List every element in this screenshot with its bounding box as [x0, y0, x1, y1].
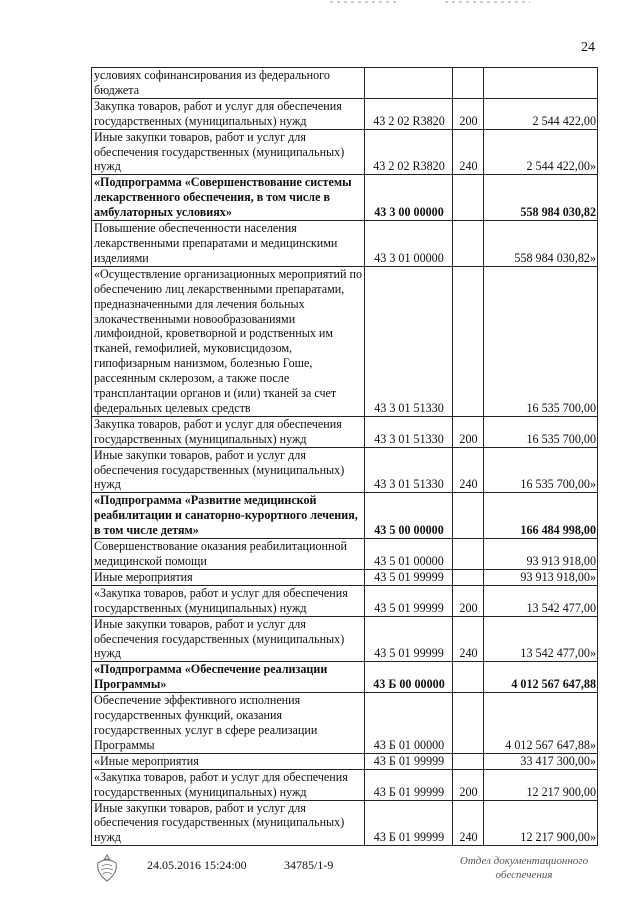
table-row	[92, 129, 598, 175]
cell-expense-type	[453, 68, 484, 99]
cell-name: «Подпрограмма «Совершенствование системы лекарственного обеспечения, в том числе в амбулаторных условиях»	[92, 175, 365, 221]
cell-expense-type: 200	[453, 769, 484, 800]
cell-amount: 558 984 030,82»	[484, 221, 598, 267]
cell-amount	[484, 68, 598, 99]
cell-code: 43 Б 00 00000	[365, 662, 453, 693]
table-row	[92, 693, 598, 754]
cell-expense-type: 200	[453, 98, 484, 129]
table-row	[92, 416, 598, 447]
cell-amount: 4 012 567 647,88»	[484, 693, 598, 754]
table-row	[92, 616, 598, 662]
table-row	[92, 800, 598, 846]
cell-code: 43 3 01 00000	[365, 221, 453, 267]
cell-expense-type	[453, 493, 484, 539]
cell-amount: 558 984 030,82	[484, 175, 598, 221]
cell-amount: 33 417 300,00»	[484, 753, 598, 769]
scan-edge-marks	[0, 0, 640, 6]
cell-amount: 166 484 998,00	[484, 493, 598, 539]
cell-code: 43 3 01 51330	[365, 416, 453, 447]
cell-amount: 16 535 700,00	[484, 266, 598, 416]
cell-expense-type	[453, 221, 484, 267]
cell-expense-type	[453, 753, 484, 769]
page-number: 24	[581, 40, 595, 55]
cell-amount: 12 217 900,00	[484, 769, 598, 800]
cell-code: 43 Б 01 99999	[365, 753, 453, 769]
cell-amount: 16 535 700,00»	[484, 447, 598, 493]
cell-name: «Закупка товаров, работ и услуг для обеспечения государственных (муниципальных) нужд	[92, 769, 365, 800]
table-row	[92, 753, 598, 769]
cell-amount: 93 913 918,00»	[484, 569, 598, 585]
table-row	[92, 585, 598, 616]
cell-name: Совершенствование оказания реабилитационной медицинской помощи	[92, 539, 365, 570]
cell-amount: 12 217 900,00»	[484, 800, 598, 846]
cell-code: 43 3 00 00000	[365, 175, 453, 221]
cell-amount: 2 544 422,00	[484, 98, 598, 129]
table-row	[92, 569, 598, 585]
cell-amount: 2 544 422,00»	[484, 129, 598, 175]
table-row	[92, 447, 598, 493]
cell-name: Повышение обеспеченности населения лекарственными препаратами и медицинскими изделиями	[92, 221, 365, 267]
cell-amount: 13 542 477,00»	[484, 616, 598, 662]
cell-code: 43 2 02 R3820	[365, 98, 453, 129]
table-row	[92, 266, 598, 416]
cell-expense-type: 240	[453, 447, 484, 493]
cell-expense-type	[453, 569, 484, 585]
cell-name: «Подпрограмма «Обеспечение реализации Программы»	[92, 662, 365, 693]
budget-table	[91, 67, 598, 846]
cell-code: 43 3 01 51330	[365, 447, 453, 493]
cell-expense-type	[453, 266, 484, 416]
table-row	[92, 539, 598, 570]
cell-expense-type: 240	[453, 616, 484, 662]
cell-name: Иные закупки товаров, работ и услуг для обеспечения государственных (муниципальных) нужд	[92, 129, 365, 175]
cell-expense-type	[453, 539, 484, 570]
cell-code: 43 5 01 99999	[365, 585, 453, 616]
table-row	[92, 662, 598, 693]
cell-amount: 13 542 477,00	[484, 585, 598, 616]
table-row	[92, 493, 598, 539]
cell-code: 43 5 01 99999	[365, 569, 453, 585]
table-row	[92, 221, 598, 267]
cell-name: Иные закупки товаров, работ и услуг для обеспечения государственных (муниципальных) нужд	[92, 800, 365, 846]
cell-name: Иные закупки товаров, работ и услуг для обеспечения государственных (муниципальных) нужд	[92, 616, 365, 662]
cell-code: 43 5 00 00000	[365, 493, 453, 539]
emblem-icon	[94, 853, 120, 883]
cell-name: «Подпрограмма «Развитие медицинской реабилитации и санаторно-курортного лечения, в том числе детям»	[92, 493, 365, 539]
cell-expense-type	[453, 693, 484, 754]
cell-expense-type	[453, 662, 484, 693]
cell-name: «Иные мероприятия	[92, 753, 365, 769]
cell-code: 43 Б 01 99999	[365, 769, 453, 800]
cell-name: Иные мероприятия	[92, 569, 365, 585]
cell-amount: 4 012 567 647,88	[484, 662, 598, 693]
cell-name: Обеспечение эффективного исполнения государственных функций, оказания государственных услуг в сфере реализации Программы	[92, 693, 365, 754]
cell-expense-type	[453, 175, 484, 221]
cell-code: 43 Б 01 99999	[365, 800, 453, 846]
cell-expense-type: 240	[453, 800, 484, 846]
cell-name: «Закупка товаров, работ и услуг для обеспечения государственных (муниципальных) нужд	[92, 585, 365, 616]
footer-datetime: 24.05.2016 15:24:00	[147, 858, 247, 872]
cell-amount: 93 913 918,00	[484, 539, 598, 570]
cell-code: 43 Б 01 00000	[365, 693, 453, 754]
cell-code: 43 5 01 99999	[365, 616, 453, 662]
table-row	[92, 68, 598, 99]
cell-code	[365, 68, 453, 99]
cell-expense-type: 200	[453, 585, 484, 616]
budget-table-body	[92, 68, 598, 846]
cell-name: Иные закупки товаров, работ и услуг для обеспечения государственных (муниципальных) нужд	[92, 447, 365, 493]
cell-expense-type: 200	[453, 416, 484, 447]
table-row	[92, 175, 598, 221]
cell-name: Закупка товаров, работ и услуг для обеспечения государственных (муниципальных) нужд	[92, 98, 365, 129]
cell-code: 43 3 01 51330	[365, 266, 453, 416]
cell-code: 43 2 02 R3820	[365, 129, 453, 175]
cell-amount: 16 535 700,00	[484, 416, 598, 447]
cell-name: Закупка товаров, работ и услуг для обеспечения государственных (муниципальных) нужд	[92, 416, 365, 447]
cell-name: «Осуществление организационных мероприятий по обеспечению лиц лекарственными препаратами, предназначенными для лечения больных злокачественными новообразованиями лимфоидной, кроветворной и родственных им тканей, гемофилией, муковисцидозом, гипофизарным нанизмом, болезнью Гоше, рассеянным склерозом, а также после трансплантации органов и (или) тканей за счет федеральных целевых средств	[92, 266, 365, 416]
footer-stamp: Отдел документационного обеспечения	[459, 855, 589, 881]
cell-code: 43 5 01 00000	[365, 539, 453, 570]
table-row	[92, 98, 598, 129]
cell-expense-type: 240	[453, 129, 484, 175]
cell-name: условиях софинансирования из федерального бюджета	[92, 68, 365, 99]
table-row	[92, 769, 598, 800]
footer-doc-number: 34785/1-9	[284, 858, 334, 872]
